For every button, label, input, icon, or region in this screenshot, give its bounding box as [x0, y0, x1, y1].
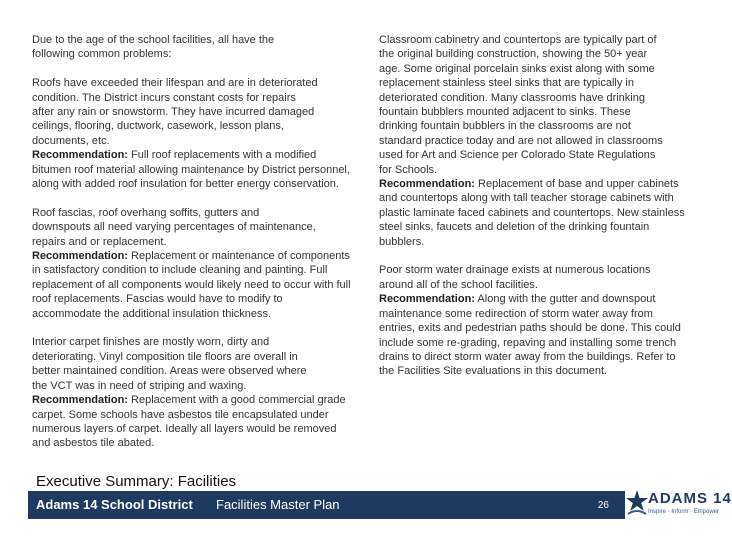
left-column: [32, 33, 354, 465]
recommendation-label: Recommendation:: [32, 250, 128, 263]
footer-district: Adams 14 School District: [36, 497, 193, 512]
star-icon: [626, 488, 648, 518]
recommendation: [379, 177, 691, 249]
recommendation-text: Replacement with a good commercial grade carpet. Some schools have asbestos tile encapsulated under numerous layers of carpet. Ideally all layers would be removed and asbestos tile abated.: [32, 394, 346, 450]
recommendation: [379, 292, 691, 378]
page-number: 26: [597, 500, 609, 511]
issue-block-fascias: [32, 206, 354, 321]
footer-plan-title: Facilities Master Plan: [216, 497, 340, 512]
issue-description: Poor storm water drainage exists at numerous locations around all of the school facilities.: [379, 264, 651, 291]
recommendation-label: Recommendation:: [32, 149, 128, 162]
recommendation-text: Full roof replacements with a modified bitumen roof material allowing maintenance by District personnel, along with added roof insulation for better energy conservation.: [32, 149, 350, 191]
footer-bar: [28, 491, 625, 519]
recommendation: [32, 148, 354, 191]
right-column: [379, 33, 691, 393]
recommendation-label: Recommendation:: [379, 178, 475, 191]
recommendation-label: Recommendation:: [32, 394, 128, 407]
logo-tagline: Inspire · Inform · Empower: [648, 509, 720, 515]
issue-description: Classroom cabinetry and countertops are typically part of the original building construction, showing the 50+ year age. Some original porcelain sinks exist along with some replacement stainless steel sinks that are typically in deteriorated condition. Many classrooms have drinking fountain bubblers mounted adjacent to sinks. These drinking fountain bubblers in the classrooms are not standard practice today and are not allowed in classrooms used for Art and Science per Colorado State Regulations for Schools.: [379, 34, 663, 176]
recommendation: [32, 393, 354, 451]
summary-title: Executive Summary: Facilities: [36, 473, 240, 491]
logo-name: ADAMS 14: [648, 490, 732, 507]
recommendation: [32, 249, 354, 321]
issue-block-carpet: [32, 335, 354, 450]
recommendation-label: Recommendation:: [379, 293, 475, 306]
adams14-logo: [626, 488, 732, 522]
issue-description: Interior carpet finishes are mostly worn, dirty and deteriorating. Vinyl composition tile floors are overall in better maintained condition. Areas were observed where the VCT was in need of striping and waxing.: [32, 336, 307, 392]
recommendation-text: Along with the gutter and downspout maintenance some redirection of storm water away from entries, exits and pedestrian paths should be done. This could include some re-grading, repaving and installing some trench drains to direct storm water away from the buildings. Refer to the Facilities Site evaluations in this document.: [379, 293, 681, 378]
recommendation-text: Replacement or maintenance of components in satisfactory condition to include cleaning and painting. Full replacement of all components would likely need to occur with full roof replacements. Fascias would have to modify to accommodate the additional insulation thickness.: [32, 250, 351, 320]
recommendation-text: Replacement of base and upper cabinets and countertops along with tall teacher storage cabinets with plastic laminate faced cabinets and countertops. New stainless steel sinks, faucets and deletion of the drinking fountain bubblers.: [379, 178, 685, 248]
issue-block-drainage: [379, 263, 691, 378]
issue-description: Roof fascias, roof overhang soffits, gutters and downspouts all need varying percentages of maintenance, repairs and or replacement.: [32, 206, 316, 248]
intro-text: Due to the age of the school facilities, all have the following common problems:: [32, 34, 275, 61]
issue-description: Roofs have exceeded their lifespan and are in deteriorated condition. The District incurs constant costs for repairs after any rain or snowstorm. They have incurred damaged ceilings, flooring, ductwork, casework, lesson plans, documents, etc.: [32, 77, 318, 147]
issue-block-roofs: [32, 76, 354, 191]
issue-block-cabinetry: [379, 33, 691, 249]
